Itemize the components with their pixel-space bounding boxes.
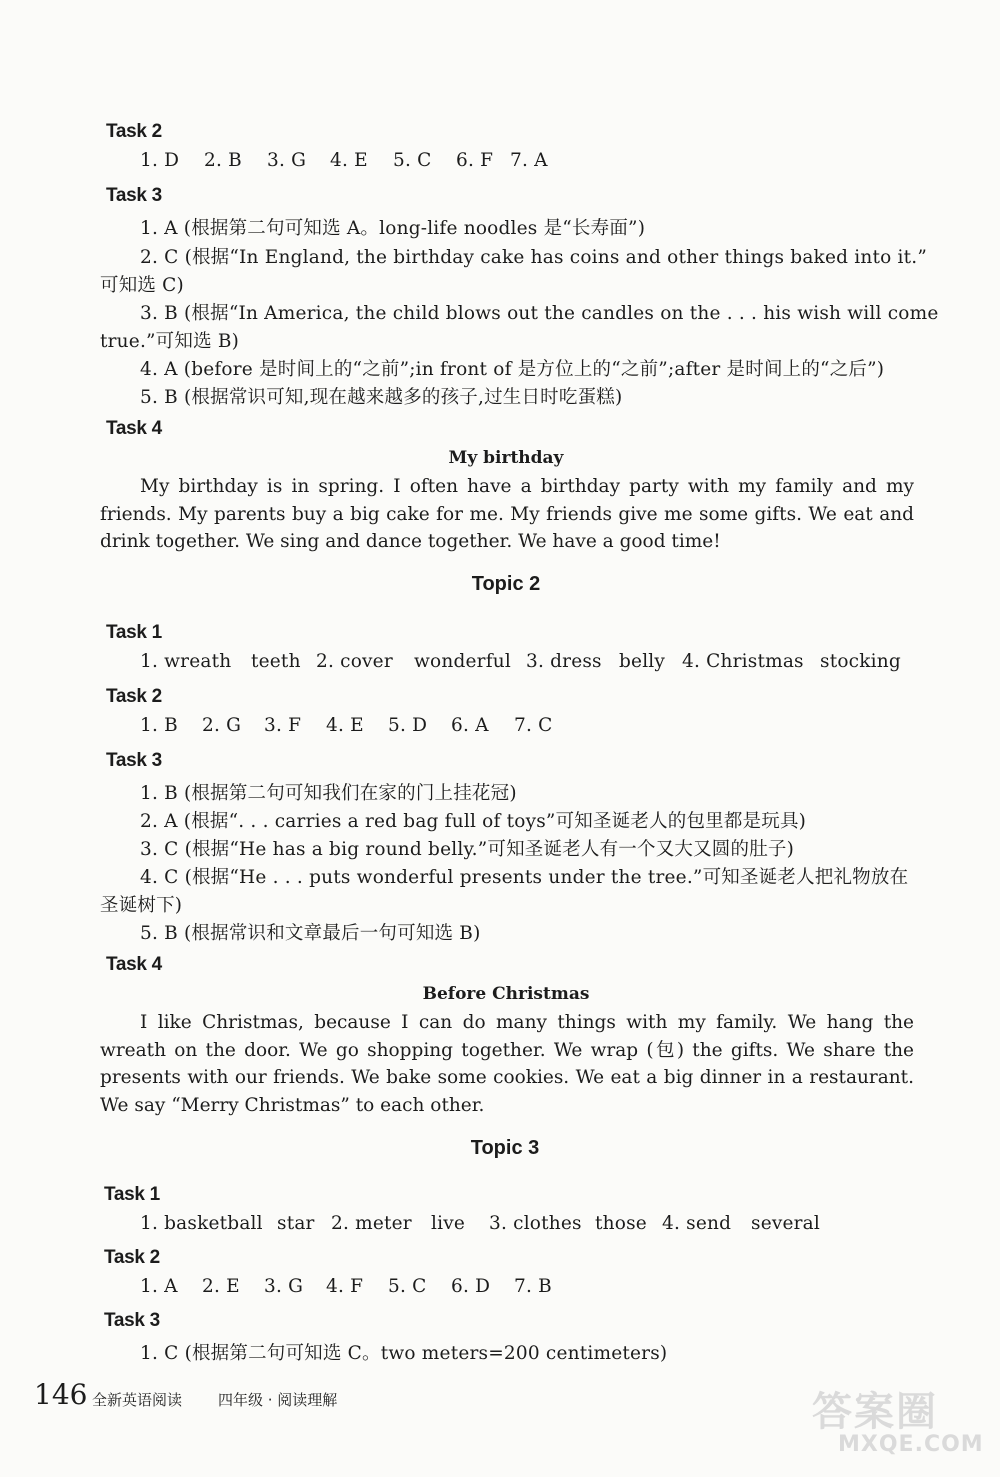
topic2-task4-heading: Task 4 xyxy=(106,954,162,975)
topic3-task1-words xyxy=(140,1213,840,1237)
answer-line: 1. B (根据第二句可知我们在家的门上挂花冠) xyxy=(140,783,517,804)
topic2-task2-heading: Task 2 xyxy=(106,686,162,707)
essay-title: My birthday xyxy=(448,448,564,468)
topic1-task4-heading: Task 4 xyxy=(106,418,162,439)
word-item: 3. dress xyxy=(526,651,602,672)
topic1-task2-heading: Task 2 xyxy=(106,121,162,142)
watermark-url: MXQE.COM xyxy=(838,1432,984,1457)
answer-item: 1. B xyxy=(140,715,178,736)
answer-line: 1. A (根据第二句可知选 A。long-life noodles 是“长寿面”) xyxy=(140,218,646,239)
answer-item: 7. A xyxy=(510,150,548,171)
answer-item: 3. G xyxy=(264,1276,304,1297)
word-item: 4. send xyxy=(662,1213,732,1234)
word-item: wonderful xyxy=(414,651,512,672)
word-item: star xyxy=(277,1213,315,1234)
topic3-heading: Topic 3 xyxy=(470,1137,540,1159)
answer-line: 4. C (根据“He . . . puts wonderful presents under the tree.”可知圣诞老人把礼物放在 xyxy=(140,867,909,888)
word-item: 1. wreath xyxy=(140,651,232,672)
answer-item: 2. E xyxy=(202,1276,240,1297)
essay-title: Before Christmas xyxy=(422,984,590,1004)
answer-item: 6. F xyxy=(456,150,494,171)
word-item: 3. clothes xyxy=(489,1213,582,1234)
topic1-task3-heading: Task 3 xyxy=(106,185,162,206)
answer-item: 6. D xyxy=(451,1276,491,1297)
answer-item: 7. B xyxy=(514,1276,552,1297)
answer-item: 3. F xyxy=(264,715,302,736)
topic2-heading: Topic 2 xyxy=(471,573,541,595)
answer-line: 5. B (根据常识可知,现在越来越多的孩子,过生日时吃蛋糕) xyxy=(140,387,623,408)
topic3-task1-heading: Task 1 xyxy=(104,1184,160,1205)
topic2-task2-answers xyxy=(140,715,580,739)
answer-line: true.”可知选 B) xyxy=(100,331,240,352)
word-item: those xyxy=(595,1213,647,1234)
answer-line: 1. C (根据第二句可知选 C。two meters=200 centimeters) xyxy=(140,1343,668,1364)
answer-item: 1. D xyxy=(140,150,180,171)
answer-item: 4. E xyxy=(326,715,364,736)
answer-item: 5. C xyxy=(388,1276,427,1297)
word-item: 2. meter xyxy=(331,1213,412,1234)
answer-item: 5. D xyxy=(388,715,428,736)
word-item: 1. basketball xyxy=(140,1213,263,1234)
topic3-task2-heading: Task 2 xyxy=(104,1247,160,1268)
word-item: belly xyxy=(619,651,666,672)
word-item: teeth xyxy=(251,651,301,672)
answer-line: 可知选 C) xyxy=(100,275,184,296)
topic3-task2-answers xyxy=(140,1276,580,1300)
answer-item: 5. C xyxy=(393,150,432,171)
essay-paragraph: My birthday is in spring. I often have a birthday party with my family and my friends. My parents buy a big cake for me. My friends give me some gifts. We eat and drink together. We sing and dance together. We have a good time! xyxy=(100,476,914,552)
word-item: several xyxy=(751,1213,821,1234)
word-item: stocking xyxy=(820,651,901,672)
word-item: live xyxy=(431,1213,466,1234)
topic3-task3-heading: Task 3 xyxy=(104,1310,160,1331)
topic2-task1-words xyxy=(140,651,900,675)
watermark-logo: 答案圈 xyxy=(812,1389,938,1435)
answer-line: 4. A (before 是时间上的“之前”;in front of 是方位上的“之前”;after 是时间上的“之后”) xyxy=(140,359,885,380)
word-item: 4. Christmas xyxy=(682,651,804,672)
word-item: 2. cover xyxy=(316,651,393,672)
answer-item: 2. B xyxy=(204,150,242,171)
topic1-task2-answers xyxy=(140,150,580,174)
topic2-task1-heading: Task 1 xyxy=(106,622,162,643)
answer-line: 5. B (根据常识和文章最后一句可知选 B) xyxy=(140,923,481,944)
answer-item: 1. A xyxy=(140,1276,178,1297)
page-number: 146 xyxy=(34,1378,88,1411)
answer-item: 6. A xyxy=(451,715,489,736)
answer-line: 2. C (根据“In England, the birthday cake has coins and other things baked into it.” xyxy=(140,247,928,268)
answer-line: 3. B (根据“In America, the child blows out the candles on the . . . his wish will come xyxy=(140,303,939,324)
topic2-task3-heading: Task 3 xyxy=(106,750,162,771)
book-title: 全新英语阅读 xyxy=(92,1391,183,1409)
answer-item: 3. G xyxy=(267,150,307,171)
answer-item: 2. G xyxy=(202,715,242,736)
essay-paragraph: I like Christmas, because I can do many things with my family. We hang the wreath on the door. We go shopping together. We wrap (包) the gifts. We share the presents with our friends. We bake some cookies. We eat a big dinner in a restaurant. We say “Merry Christmas” to each other. xyxy=(100,1012,914,1116)
grade-label: 四年级 · 阅读理解 xyxy=(218,1391,338,1409)
answer-item: 4. E xyxy=(330,150,368,171)
answer-line: 2. A (根据“. . . carries a red bag full of toys”可知圣诞老人的包里都是玩具) xyxy=(140,811,807,832)
answer-item: 7. C xyxy=(514,715,553,736)
answer-item: 4. F xyxy=(326,1276,364,1297)
answer-line: 3. C (根据“He has a big round belly.”可知圣诞老人有一个又大又圆的肚子) xyxy=(140,839,795,860)
answer-line: 圣诞树下) xyxy=(100,895,183,916)
